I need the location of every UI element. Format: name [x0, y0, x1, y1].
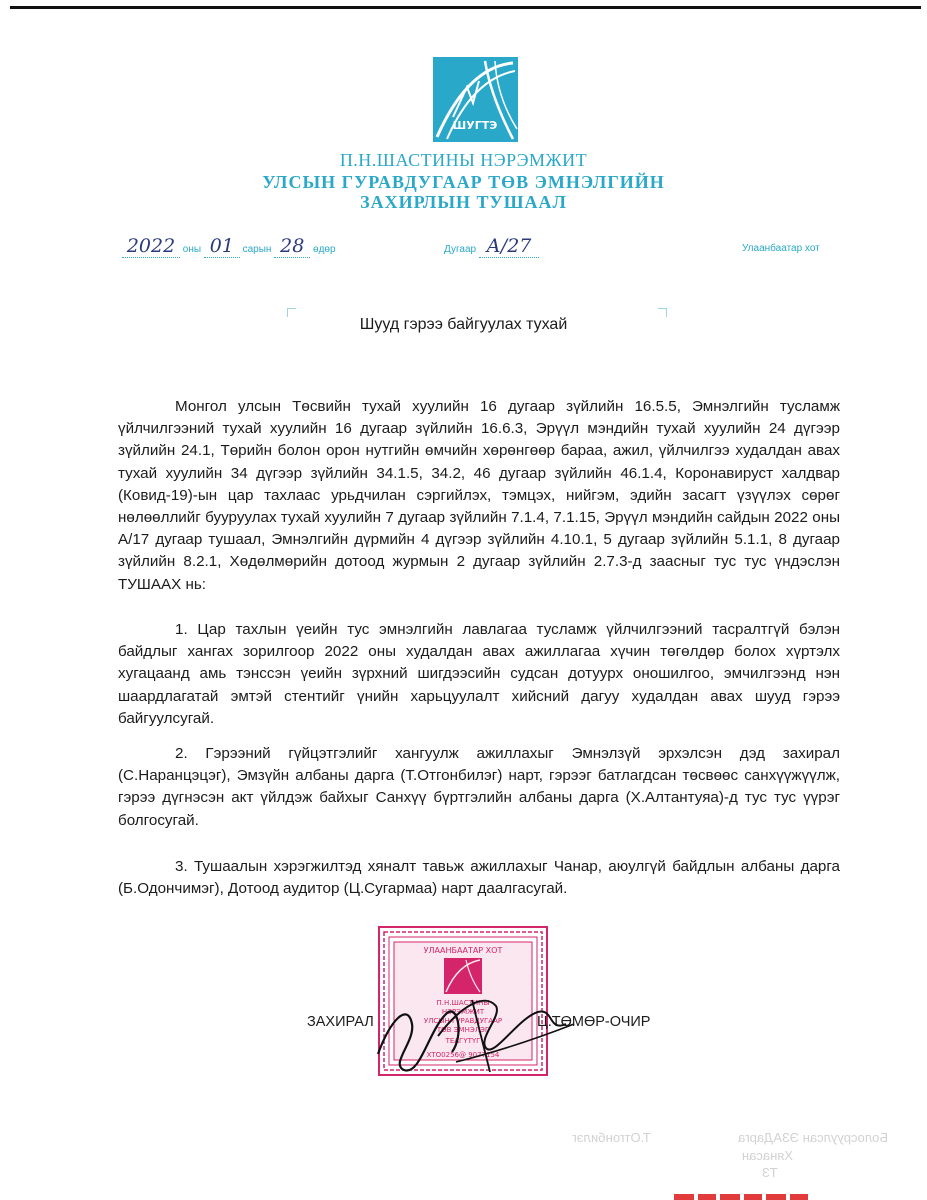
date-day: 28 — [274, 235, 310, 258]
date-field — [122, 235, 336, 265]
order-item-3: 3. Тушаалын хэрэгжилтэд хяналт тавьж ажиллахыг Чанар, аюулгүй байдлын албаны дарга (Б.Одончимэг), Дотоод аудитор (Ц.Сугармаа) нарт даалгасугай. — [118, 858, 840, 898]
order-number: А/27 — [479, 235, 539, 258]
bleed-through-line-4: ТЗ — [762, 1165, 778, 1180]
order-number-label: Дугаар — [444, 244, 477, 255]
order-item-1: 1. Цар тахлын үеийн тус эмнэлгийн лавлагаа тусламж үйлчилгээний тасралтгүй бэлэн байдлыг хангах зорилгоор 2022 оны худалдан авах ажиллагаа хүчин төгөлдөр болох хүртэлх хугацаанд амь тэнссэн үеийн зүрхний шигдээсийн судсан дотуурх оношилгоо, эмчилгээнд нэн шаардлагатай эмтэй стентийг үнийн харьцуулалт хийсний дагуу худалдан авах шууд гэрээ байгуулсугай. — [118, 621, 840, 727]
stamp-line-2: НЭРЭМЖИТ — [441, 1008, 485, 1016]
city: Улаанбаатар хот — [742, 243, 820, 254]
cropped-red-marking — [672, 1190, 822, 1200]
hospital-logo — [433, 57, 518, 142]
date-month-label: сарын — [242, 244, 272, 255]
order-number-field — [444, 235, 539, 265]
bleed-through-line-1: Болосруулсан ЭЗАДарга — [738, 1130, 888, 1145]
date-year: 2022 — [122, 235, 180, 258]
signatory-name: Ц.ТӨМӨР-ОЧИР — [537, 1014, 651, 1030]
org-line-1: П.Н.ШАСТИНЫ НЭРЭМЖИТ — [339, 150, 588, 170]
logo-text: ШУГТЭ — [452, 119, 498, 132]
date-day-label: өдөр — [313, 244, 336, 255]
stamp-line-4: ТӨВ ЭМНЭЛЭГ — [436, 1026, 490, 1034]
date-month: 01 — [204, 235, 240, 258]
date-year-label: оны — [182, 244, 202, 255]
signatory-title: ЗАХИРАЛ — [307, 1014, 374, 1030]
org-line-2: УЛСЫН ГУРАВДУГААР ТӨВ ЭМНЭЛГИЙН — [262, 172, 665, 192]
bleed-through-line-3: Хянасан — [742, 1148, 794, 1163]
stamp-line-3: УЛСЫН ГУРАВДУГААР — [423, 1017, 503, 1025]
org-line-3: ЗАХИРЛЫН ТУШААЛ — [360, 192, 567, 212]
stamp-line-1: П.Н.ШАСТИНЫ — [436, 999, 490, 1007]
stamp-top-text: УЛААНБААТАР ХОТ — [423, 946, 503, 955]
order-item-2: 2. Гэрээний гүйцэтгэлийг хангуулж ажиллахыг Эмнэлзүй эрхэлсэн дэд захирал (С.Наранцэцэг), Эмзүйн албаны дарга (Т.Отгонбилэг) нарт, гэрээг батлагдсан төсвөөс санхүүжүүлж, гэрээ дүгнэсэн акт үйлдэж байхыг Санхүү бүртгэлийн албаны дарга (Х.Алтантуяа)-д тус тус үүрэг болгосугай. — [118, 745, 840, 829]
bleed-through-line-2: Т.Отгонбилэг — [572, 1130, 651, 1145]
top-edge-rule — [10, 6, 921, 9]
handwritten-signature — [368, 972, 578, 1082]
stamp-bottom-text: ХТО0256@ 9077154 — [426, 1051, 500, 1059]
order-intro-paragraph: Монгол улсын Төсвийн тухай хуулийн 16 дугаар зүйлийн 16.5.5, Эмнэлгийн тусламж үйлчилгээний тухай хуулийн 16 дугаар зүйлийн 16.6.3, Эрүүл мэндийн тухай хуулийн 24 дүгээр зүйлийн 24.1, Төрийн болон орон нутгийн өмчийн хөрөнгөөр бараа, ажил, үйлчилгээ худалдан авах тухай хуулийн 34 дүгээр зүйлийн 34.1.5, 34.2, 46 дугаар зүйлийн 46.1.4, Коронавируст халдвар (Ковид-19)-ын цар тахлаас урьдчилан сэргийлэх, тэмцэх, нийгэм, эдийн засагт үзүүлэх сөрөг нөлөөллийг бууруулах тухай хуулийн 7 дугаар зүйлийн 7.1.4, 7.1.15, Эрүүл мэндийн сайдын 2022 оны А/17 дугаар тушаал, Эмнэлгийн дүрмийн 4 дүгээр зүйлийн 4.10.1, 5 дугаар зүйлийн 5.1.1, 8 дугаар зүйлийн 8.2.1, Хөдөлмөрийн дотоод журмын 2 дугаар зүйлийн 2.7.3-д заасныг тус тус үндэслэн ТУШААХ нь: — [118, 398, 840, 593]
stamp-line-5: ТЕАГҮТҮГ — [445, 1037, 481, 1045]
order-subject: Шууд гэрээ байгуулах тухай — [359, 316, 568, 333]
